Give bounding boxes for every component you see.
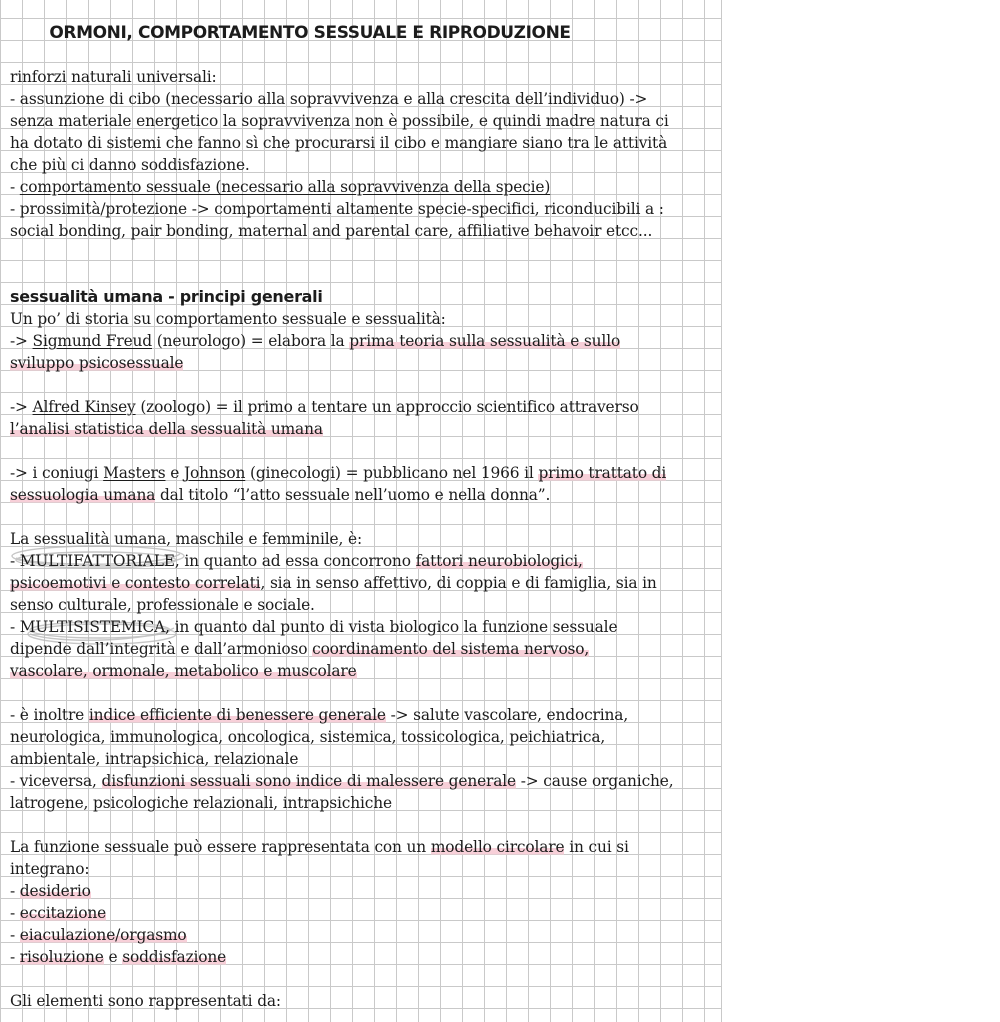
- highlight: soddisfazione: [122, 948, 227, 966]
- viceversa-line-2: latrogene, psicologiche relazionali, intrapsichiche: [10, 794, 392, 812]
- highlight: eiaculazione/orgasmo: [19, 926, 187, 944]
- list-item: - desiderio: [10, 882, 91, 900]
- circular-model-line: La funzione sessuale può essere rappresentata con un modello circolare in cui si: [10, 838, 629, 856]
- masters-johnson-line-2: sessuologia umana dal titolo “l’atto sessuale nell’uomo e nella donna”.: [10, 486, 551, 504]
- intro-line: che più ci danno soddisfazione.: [10, 156, 250, 174]
- freud-line: -> Sigmund Freud (neurologo) = elabora la prima teoria sulla sessualità e sullo: [10, 332, 621, 350]
- intro-line: - prossimità/protezione -> comportamenti altamente specie-specifici, riconducibili a :: [10, 200, 664, 218]
- list-item: - risoluzione e soddisfazione: [10, 948, 227, 966]
- name-masters: Masters: [103, 464, 166, 482]
- kinsey-line-2: [10, 418, 722, 440]
- indice-line-3: ambientale, intrapsichica, relazionale: [10, 750, 299, 768]
- highlight: indice efficiente di benessere generale: [88, 706, 386, 724]
- intro-line: rinforzi naturali universali:: [10, 68, 217, 86]
- masters-johnson-line: -> i coniugi Masters e Johnson (ginecologi) = pubblicano nel 1966 il primo trattato di: [10, 464, 667, 482]
- intro-line: ha dotato di sistemi che fanno sì che procurarsi il cibo e mangiare siano tra le attività: [10, 134, 668, 152]
- multisistemica-line: - MULTISISTEMICA, in quanto dal punto di vista biologico la funzione sessuale: [10, 618, 618, 636]
- name-johnson: Johnson: [183, 464, 246, 482]
- text-line: Un po’ di storia su comportamento sessuale e sessualità:: [10, 310, 446, 328]
- highlight: desiderio: [19, 882, 91, 900]
- underlined-phrase: comportamento sessuale (necessario alla sopravvivenza della specie): [19, 178, 551, 196]
- highlight: modello circolare: [430, 838, 565, 856]
- list-item: - eccitazione: [10, 904, 107, 922]
- highlight: sessuologia umana: [10, 486, 156, 504]
- indice-line: - è inoltre indice efficiente di benessere generale -> salute vascolare, endocrina,: [10, 706, 629, 724]
- highlight: primo trattato di: [538, 464, 667, 482]
- highlight: l’analisi statistica della sessualità umana: [10, 420, 323, 438]
- page-title: ORMONI, COMPORTAMENTO SESSUALE E RIPRODUZIONE: [49, 23, 571, 43]
- highlight: eccitazione: [19, 904, 107, 922]
- notes-body: [10, 22, 722, 1012]
- multifattoriale-line: - MULTIFATTORIALE, in quanto ad essa concorrono fattori neurobiologici,: [10, 552, 583, 570]
- highlight: disfunzioni sessuali sono indice di malessere generale: [101, 772, 516, 790]
- highlight: vascolare, ormonale, metabolico e muscolare: [10, 662, 357, 680]
- highlight: sviluppo psicosessuale: [10, 354, 184, 372]
- freud-line-2: [10, 352, 722, 374]
- intro-line: - assunzione di cibo (necessario alla sopravvivenza e alla crescita dell’individuo) ->: [10, 90, 648, 108]
- name-kinsey: Alfred Kinsey: [32, 398, 136, 416]
- kinsey-line: -> Alfred Kinsey (zoologo) = il primo a tentare un approccio scientifico attraverso: [10, 398, 639, 416]
- highlight: coordinamento del sistema nervoso,: [312, 640, 590, 658]
- text-line: Gli elementi sono rappresentati da:: [10, 992, 281, 1010]
- name-freud: Sigmund Freud: [32, 332, 152, 350]
- multifattoriale-line-3: senso culturale, professionale e sociale.: [10, 596, 315, 614]
- multisistemica-line-3: [10, 660, 722, 682]
- dash: -: [10, 178, 20, 196]
- section-heading: sessualità umana - principi generali: [10, 287, 323, 306]
- list-item: - eiaculazione/orgasmo: [10, 926, 187, 944]
- text-line: La sessualità umana, maschile e femminile, è:: [10, 530, 362, 548]
- highlight: prima teoria sulla sessualità e sullo: [349, 332, 621, 350]
- intro-line: [10, 176, 722, 198]
- intro-line: social bonding, pair bonding, maternal and parental care, affiliative behavoir etcc...: [10, 222, 653, 240]
- multisistemica-line-2: dipende dall’integrità e dall’armonioso coordinamento del sistema nervoso,: [10, 640, 590, 658]
- viceversa-line: - viceversa, disfunzioni sessuali sono indice di malessere generale -> cause organiche,: [10, 772, 674, 790]
- highlight: psicoemotivi e contesto correlati: [10, 574, 261, 592]
- circular-model-line-2: integrano:: [10, 860, 90, 878]
- multifattoriale-line-2: psicoemotivi e contesto correlati, sia in senso affettivo, di coppia e di famiglia, sia in: [10, 574, 657, 592]
- intro-line: senza materiale energetico la sopravvivenza non è possibile, e quindi madre natura ci: [10, 112, 669, 130]
- indice-line-2: neurologica, immunologica, oncologica, sistemica, tossicologica, peichiatrica,: [10, 728, 606, 746]
- highlight: fattori neurobiologici,: [415, 552, 583, 570]
- highlight: risoluzione: [19, 948, 104, 966]
